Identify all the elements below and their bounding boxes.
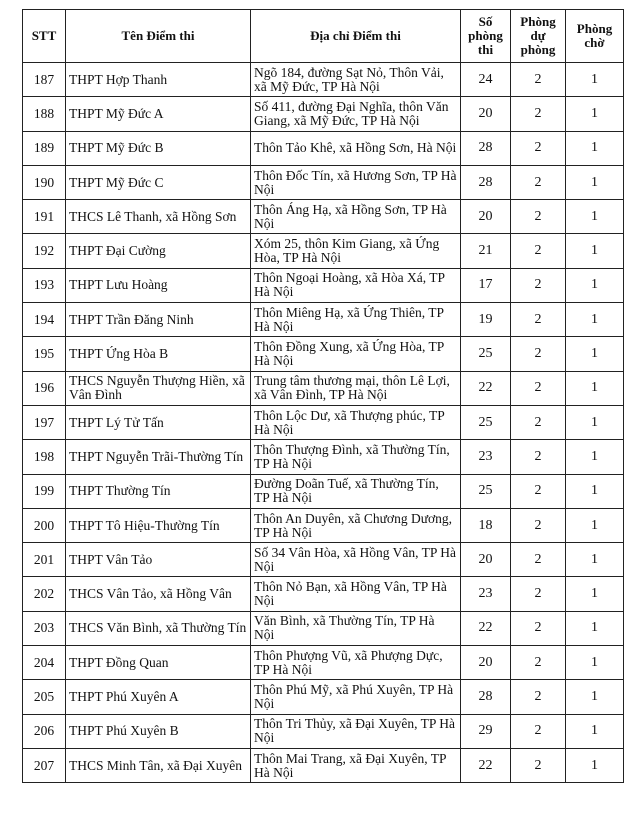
cell-name: THPT Hợp Thanh xyxy=(66,63,251,97)
cell-waiting: 1 xyxy=(566,131,624,165)
table-row xyxy=(23,268,624,302)
cell-reserve: 2 xyxy=(511,508,566,542)
cell-name: THPT Vân Tảo xyxy=(66,543,251,577)
cell-rooms: 20 xyxy=(461,200,511,234)
cell-reserve: 2 xyxy=(511,405,566,439)
cell-waiting: 1 xyxy=(566,577,624,611)
table-row xyxy=(23,714,624,748)
cell-stt: 194 xyxy=(23,303,66,337)
cell-name: THCS Văn Bình, xã Thường Tín xyxy=(66,611,251,645)
cell-stt: 205 xyxy=(23,680,66,714)
cell-stt: 198 xyxy=(23,440,66,474)
cell-reserve: 2 xyxy=(511,200,566,234)
cell-stt: 207 xyxy=(23,748,66,782)
cell-name: THPT Ứng Hòa B xyxy=(66,337,251,371)
cell-waiting: 1 xyxy=(566,405,624,439)
cell-reserve: 2 xyxy=(511,303,566,337)
cell-address: Thôn Lộc Dư, xã Thượng phúc, TP Hà Nội xyxy=(251,405,461,439)
cell-rooms: 20 xyxy=(461,646,511,680)
cell-waiting: 1 xyxy=(566,646,624,680)
table-row xyxy=(23,303,624,337)
cell-rooms: 28 xyxy=(461,165,511,199)
cell-address: Số 411, đường Đại Nghĩa, thôn Văn Giang, xã Mỹ Đức, TP Hà Nội xyxy=(251,97,461,131)
cell-stt: 206 xyxy=(23,714,66,748)
cell-stt: 200 xyxy=(23,508,66,542)
table-row xyxy=(23,543,624,577)
cell-stt: 189 xyxy=(23,131,66,165)
cell-stt: 203 xyxy=(23,611,66,645)
cell-waiting: 1 xyxy=(566,97,624,131)
cell-name: THPT Phú Xuyên A xyxy=(66,680,251,714)
cell-name: THPT Lý Tử Tấn xyxy=(66,405,251,439)
cell-rooms: 29 xyxy=(461,714,511,748)
cell-stt: 191 xyxy=(23,200,66,234)
header-reserve: Phòng dự phòng xyxy=(511,10,566,63)
cell-waiting: 1 xyxy=(566,371,624,405)
cell-rooms: 22 xyxy=(461,611,511,645)
cell-name: THCS Nguyễn Thượng Hiền, xã Vân Đình xyxy=(66,371,251,405)
cell-name: THPT Đồng Quan xyxy=(66,646,251,680)
cell-waiting: 1 xyxy=(566,440,624,474)
cell-rooms: 25 xyxy=(461,405,511,439)
cell-rooms: 24 xyxy=(461,63,511,97)
cell-address: Thôn Phượng Vũ, xã Phượng Dực, TP Hà Nội xyxy=(251,646,461,680)
table-row xyxy=(23,474,624,508)
table-header-row xyxy=(23,10,624,63)
cell-name: THCS Minh Tân, xã Đại Xuyên xyxy=(66,748,251,782)
cell-reserve: 2 xyxy=(511,234,566,268)
cell-stt: 204 xyxy=(23,646,66,680)
cell-waiting: 1 xyxy=(566,165,624,199)
cell-address: Ngõ 184, đường Sạt Nỏ, Thôn Vải, xã Mỹ Đức, TP Hà Nội xyxy=(251,63,461,97)
table-row xyxy=(23,405,624,439)
table-row xyxy=(23,748,624,782)
table-row xyxy=(23,646,624,680)
cell-rooms: 20 xyxy=(461,543,511,577)
cell-rooms: 20 xyxy=(461,97,511,131)
cell-name: THPT Đại Cường xyxy=(66,234,251,268)
cell-address: Thôn Thượng Đình, xã Thường Tín, TP Hà Nội xyxy=(251,440,461,474)
table-row xyxy=(23,440,624,474)
table-row xyxy=(23,611,624,645)
cell-stt: 195 xyxy=(23,337,66,371)
cell-stt: 202 xyxy=(23,577,66,611)
cell-waiting: 1 xyxy=(566,200,624,234)
cell-rooms: 25 xyxy=(461,337,511,371)
cell-rooms: 19 xyxy=(461,303,511,337)
cell-name: THPT Tô Hiệu-Thường Tín xyxy=(66,508,251,542)
cell-address: Thôn Đồng Xung, xã Ứng Hòa, TP Hà Nội xyxy=(251,337,461,371)
cell-rooms: 23 xyxy=(461,440,511,474)
table-row xyxy=(23,97,624,131)
cell-name: THPT Mỹ Đức A xyxy=(66,97,251,131)
table-row xyxy=(23,508,624,542)
cell-waiting: 1 xyxy=(566,611,624,645)
cell-rooms: 25 xyxy=(461,474,511,508)
cell-reserve: 2 xyxy=(511,131,566,165)
table-row xyxy=(23,165,624,199)
cell-address: Thôn Áng Hạ, xã Hồng Sơn, TP Hà Nội xyxy=(251,200,461,234)
cell-address: Đường Doãn Tuế, xã Thường Tín, TP Hà Nội xyxy=(251,474,461,508)
header-name: Tên Điểm thi xyxy=(66,10,251,63)
cell-address: Thôn Tảo Khê, xã Hồng Sơn, Hà Nội xyxy=(251,131,461,165)
cell-reserve: 2 xyxy=(511,97,566,131)
cell-address: Thôn Ngoại Hoàng, xã Hòa Xá, TP Hà Nội xyxy=(251,268,461,302)
cell-rooms: 17 xyxy=(461,268,511,302)
cell-rooms: 21 xyxy=(461,234,511,268)
cell-waiting: 1 xyxy=(566,303,624,337)
cell-rooms: 18 xyxy=(461,508,511,542)
cell-address: Số 34 Vân Hòa, xã Hồng Vân, TP Hà Nội xyxy=(251,543,461,577)
cell-reserve: 2 xyxy=(511,611,566,645)
cell-waiting: 1 xyxy=(566,508,624,542)
table-row xyxy=(23,63,624,97)
cell-address: Trung tâm thương mại, thôn Lê Lợi, xã Vân Đình, TP Hà Nội xyxy=(251,371,461,405)
cell-stt: 197 xyxy=(23,405,66,439)
cell-address: Thôn Đốc Tín, xã Hương Sơn, TP Hà Nội xyxy=(251,165,461,199)
cell-reserve: 2 xyxy=(511,165,566,199)
cell-waiting: 1 xyxy=(566,234,624,268)
cell-stt: 196 xyxy=(23,371,66,405)
cell-rooms: 28 xyxy=(461,131,511,165)
cell-name: THPT Mỹ Đức B xyxy=(66,131,251,165)
cell-waiting: 1 xyxy=(566,714,624,748)
cell-reserve: 2 xyxy=(511,680,566,714)
cell-rooms: 22 xyxy=(461,371,511,405)
cell-rooms: 23 xyxy=(461,577,511,611)
cell-waiting: 1 xyxy=(566,268,624,302)
table-row xyxy=(23,577,624,611)
table-row xyxy=(23,337,624,371)
cell-stt: 192 xyxy=(23,234,66,268)
header-stt: STT xyxy=(23,10,66,63)
cell-name: THPT Thường Tín xyxy=(66,474,251,508)
header-rooms: Số phòng thi xyxy=(461,10,511,63)
cell-name: THPT Trần Đăng Ninh xyxy=(66,303,251,337)
cell-waiting: 1 xyxy=(566,474,624,508)
cell-name: THCS Vân Tảo, xã Hồng Vân xyxy=(66,577,251,611)
cell-stt: 187 xyxy=(23,63,66,97)
exam-sites-table xyxy=(22,9,624,783)
cell-reserve: 2 xyxy=(511,577,566,611)
table-row xyxy=(23,131,624,165)
header-waiting: Phòng chờ xyxy=(566,10,624,63)
cell-address: Thôn An Duyên, xã Chương Dương, TP Hà Nội xyxy=(251,508,461,542)
table-row xyxy=(23,200,624,234)
cell-address: Xóm 25, thôn Kim Giang, xã Ứng Hòa, TP Hà Nội xyxy=(251,234,461,268)
cell-rooms: 28 xyxy=(461,680,511,714)
cell-stt: 193 xyxy=(23,268,66,302)
cell-rooms: 22 xyxy=(461,748,511,782)
cell-reserve: 2 xyxy=(511,646,566,680)
cell-reserve: 2 xyxy=(511,543,566,577)
cell-waiting: 1 xyxy=(566,543,624,577)
cell-name: THPT Mỹ Đức C xyxy=(66,165,251,199)
table-row xyxy=(23,371,624,405)
cell-reserve: 2 xyxy=(511,748,566,782)
cell-reserve: 2 xyxy=(511,63,566,97)
cell-address: Thôn Mai Trang, xã Đại Xuyên, TP Hà Nội xyxy=(251,748,461,782)
cell-name: THPT Phú Xuyên B xyxy=(66,714,251,748)
cell-address: Thôn Phú Mỹ, xã Phú Xuyên, TP Hà Nội xyxy=(251,680,461,714)
header-address: Địa chỉ Điểm thi xyxy=(251,10,461,63)
cell-stt: 190 xyxy=(23,165,66,199)
cell-address: Văn Bình, xã Thường Tín, TP Hà Nội xyxy=(251,611,461,645)
cell-name: THCS Lê Thanh, xã Hồng Sơn xyxy=(66,200,251,234)
cell-waiting: 1 xyxy=(566,63,624,97)
table-row xyxy=(23,680,624,714)
cell-reserve: 2 xyxy=(511,440,566,474)
cell-reserve: 2 xyxy=(511,268,566,302)
cell-waiting: 1 xyxy=(566,680,624,714)
cell-address: Thôn Tri Thủy, xã Đại Xuyên, TP Hà Nội xyxy=(251,714,461,748)
cell-address: Thôn Nỏ Bạn, xã Hồng Vân, TP Hà Nội xyxy=(251,577,461,611)
cell-reserve: 2 xyxy=(511,474,566,508)
cell-stt: 188 xyxy=(23,97,66,131)
cell-stt: 199 xyxy=(23,474,66,508)
cell-waiting: 1 xyxy=(566,748,624,782)
cell-reserve: 2 xyxy=(511,337,566,371)
cell-name: THPT Nguyễn Trãi-Thường Tín xyxy=(66,440,251,474)
cell-reserve: 2 xyxy=(511,371,566,405)
cell-name: THPT Lưu Hoàng xyxy=(66,268,251,302)
cell-reserve: 2 xyxy=(511,714,566,748)
cell-stt: 201 xyxy=(23,543,66,577)
table-row xyxy=(23,234,624,268)
cell-address: Thôn Miêng Hạ, xã Ứng Thiên, TP Hà Nội xyxy=(251,303,461,337)
cell-waiting: 1 xyxy=(566,337,624,371)
